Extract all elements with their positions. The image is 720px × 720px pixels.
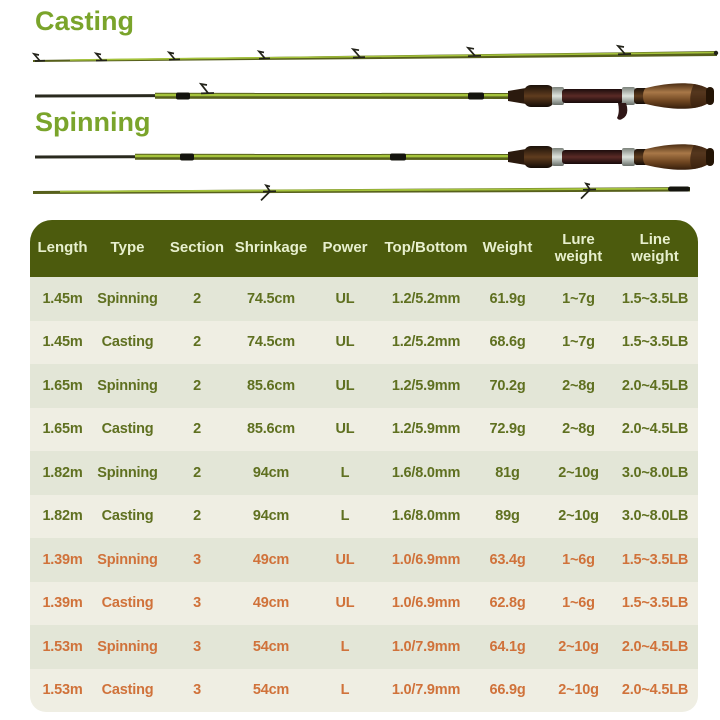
cell-top-bottom: 1.2/5.9mm [391,377,461,394]
cell-lure-weight: 2~10g [558,638,599,655]
cell-power: L [340,508,350,525]
cell-line-weight: 3.0~8.0LB [621,508,689,525]
cell-lure-weight: 2~10g [558,508,599,525]
spinning-rod-tip-section [33,184,690,201]
casting-heading: Casting [35,6,135,36]
cell-top-bottom: 1.6/8.0mm [391,508,461,525]
cell-lure-weight: 1~7g [562,290,595,307]
cell-shrinkage: 54cm [252,638,290,655]
spinning-heading: Spinning [35,107,151,137]
cell-section: 3 [193,638,201,655]
cell-weight: 61.9g [489,290,526,307]
col-header-section: Section [169,239,225,257]
cell-weight: 70.2g [489,377,526,394]
table-row [30,625,698,669]
cell-weight: 64.1g [489,638,526,655]
cell-length: 1.45m [42,290,83,307]
table-body [30,277,698,712]
col-header-weight: Weight [482,239,533,257]
cell-length: 1.82m [42,508,83,525]
cell-top-bottom: 1.2/5.9mm [391,421,461,438]
cell-lure-weight: 2~8g [562,377,595,394]
cell-line-weight: 2.0~4.5LB [621,421,689,438]
cell-lure-weight: 1~6g [562,551,595,568]
table-row [30,451,698,495]
cell-shrinkage: 94cm [252,464,290,481]
cell-weight: 66.9g [489,682,526,699]
cell-power: UL [335,377,355,394]
table-row [30,364,698,408]
cell-type: Spinning [97,290,158,307]
cell-shrinkage: 74.5cm [247,334,295,351]
table-row [30,669,698,713]
cell-power: UL [335,421,355,438]
cell-top-bottom: 1.0/6.9mm [391,551,461,568]
cell-shrinkage: 85.6cm [247,421,295,438]
cell-lure-weight: 1~6g [562,595,595,612]
cell-line-weight: 1.5~3.5LB [621,334,689,351]
cell-power: UL [335,551,355,568]
cell-type: Spinning [97,551,158,568]
col-header-type: Type [110,239,145,257]
cell-shrinkage: 54cm [252,682,290,699]
cell-length: 1.65m [42,421,83,438]
cell-weight: 62.8g [489,595,526,612]
col-header-top-bottom: Top/Bottom [384,239,468,257]
cell-weight: 68.6g [489,334,526,351]
table-row [30,582,698,626]
cell-shrinkage: 49cm [252,551,290,568]
cell-shrinkage: 74.5cm [247,290,295,307]
cell-length: 1.45m [42,334,83,351]
cell-type: Spinning [97,377,158,394]
cell-lure-weight: 1~7g [562,334,595,351]
cell-weight: 63.4g [489,551,526,568]
cell-type: Casting [101,421,154,438]
cell-power: UL [335,595,355,612]
cell-type: Casting [101,595,154,612]
cell-section: 3 [193,595,201,612]
cell-shrinkage: 49cm [252,595,290,612]
cell-line-weight: 3.0~8.0LB [621,464,689,481]
cell-line-weight: 2.0~4.5LB [621,682,689,699]
cell-shrinkage: 85.6cm [247,377,295,394]
cell-weight: 89g [495,508,520,525]
cell-line-weight: 2.0~4.5LB [621,377,689,394]
cell-lure-weight: 2~10g [558,682,599,699]
cell-power: L [340,682,350,699]
cell-top-bottom: 1.0/6.9mm [391,595,461,612]
spinning-rod-image [30,134,720,210]
cell-top-bottom: 1.2/5.2mm [391,290,461,307]
cell-section: 3 [193,551,201,568]
cell-power: UL [335,290,355,307]
cell-section: 2 [193,421,201,438]
cell-length: 1.53m [42,638,83,655]
cell-section: 2 [193,290,201,307]
butt-guide-icon [201,84,214,93]
cell-shrinkage: 94cm [252,508,290,525]
casting-rod-tip-section [33,46,718,62]
cell-length: 1.65m [42,377,83,394]
cell-type: Casting [101,682,154,699]
cell-type: Casting [101,334,154,351]
cell-weight: 72.9g [489,421,526,438]
col-header-line-weight: Line weight [631,231,679,265]
cell-length: 1.53m [42,682,83,699]
casting-handle [508,83,714,120]
table-row [30,321,698,365]
cell-section: 2 [193,377,201,394]
cell-line-weight: 1.5~3.5LB [621,595,689,612]
table-header-row [30,220,698,277]
tip-top-guide-icon [714,51,718,55]
cell-section: 2 [193,508,201,525]
col-header-shrinkage: Shrinkage [234,239,308,257]
table-row [30,277,698,321]
cell-section: 3 [193,682,201,699]
cell-top-bottom: 1.6/8.0mm [391,464,461,481]
cell-lure-weight: 2~8g [562,421,595,438]
cell-top-bottom: 1.0/7.9mm [391,638,461,655]
cell-weight: 81g [495,464,520,481]
col-header-power: Power [322,239,368,257]
table-row [30,495,698,539]
spinning-handle [508,144,714,170]
cell-lure-weight: 2~10g [558,464,599,481]
cell-power: L [340,464,350,481]
cell-top-bottom: 1.2/5.2mm [391,334,461,351]
cell-length: 1.39m [42,595,83,612]
cell-top-bottom: 1.0/7.9mm [391,682,461,699]
cell-line-weight: 1.5~3.5LB [621,551,689,568]
trigger-grip-icon [617,103,627,120]
spec-table [30,220,698,712]
cell-power: UL [335,334,355,351]
table-row [30,538,698,582]
cell-line-weight: 2.0~4.5LB [621,638,689,655]
cell-section: 2 [193,334,201,351]
cell-length: 1.39m [42,551,83,568]
cell-power: L [340,638,350,655]
col-header-lure-weight: Lure weight [554,231,603,265]
cell-line-weight: 1.5~3.5LB [621,290,689,307]
table-row [30,408,698,452]
cell-type: Casting [101,508,154,525]
cell-type: Spinning [97,464,158,481]
col-header-length: Length [37,239,88,257]
cell-length: 1.82m [42,464,83,481]
cell-type: Spinning [97,638,158,655]
spinning-rod-butt-section [35,144,714,170]
cell-section: 2 [193,464,201,481]
